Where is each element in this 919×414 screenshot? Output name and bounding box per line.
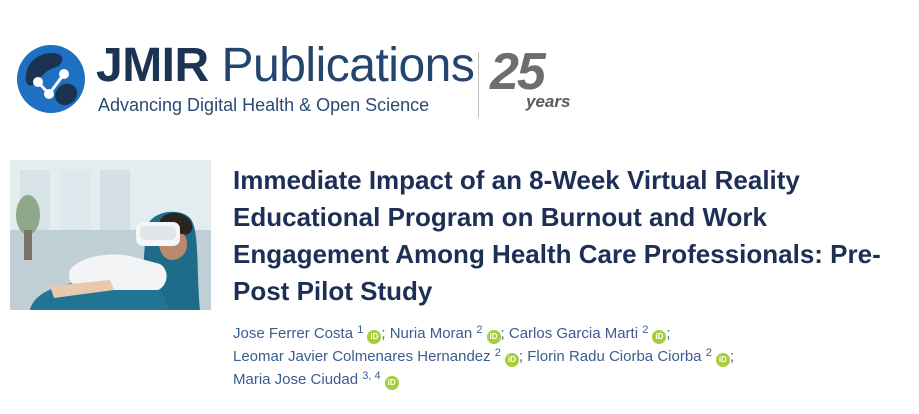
author-item[interactable] — [390, 325, 501, 342]
article-thumbnail[interactable] — [10, 160, 211, 310]
anniversary-number: 25 — [490, 43, 544, 101]
author-separator: ; — [729, 348, 734, 365]
author-name[interactable]: Carlos Garcia Marti — [508, 325, 639, 342]
anniversary-badge — [490, 43, 590, 120]
author-separator: ; — [500, 325, 505, 342]
network-nodes-icon[interactable] — [16, 44, 86, 114]
author-affiliation: 2 — [494, 347, 501, 359]
author-name[interactable]: Maria Jose Ciudad — [233, 371, 359, 388]
brand-name[interactable] — [96, 40, 474, 92]
orcid-icon[interactable]: iD — [367, 330, 381, 344]
author-name[interactable]: Nuria Moran — [389, 325, 473, 342]
orcid-icon[interactable]: iD — [505, 353, 519, 367]
author-name[interactable]: Florin Radu Ciorba Ciorba — [527, 348, 702, 365]
author-affiliation: 2 — [642, 324, 649, 336]
brand-name-light: Publications — [208, 39, 475, 92]
author-item[interactable] — [509, 325, 667, 342]
author-name[interactable]: Leomar Javier Colmenares Hernandez — [233, 348, 491, 365]
author-item[interactable] — [233, 371, 399, 388]
author-separator: ; — [666, 325, 671, 342]
orcid-icon[interactable]: iD — [385, 376, 399, 390]
anniversary-label: years — [526, 92, 571, 111]
orcid-icon[interactable]: iD — [487, 330, 501, 344]
article-title[interactable]: Immediate Impact of an 8-Week Virtual Reality Educational Program on Burnout and Work Engagement Among Health Care Professionals: Pre-Post Pilot Study — [233, 165, 881, 306]
author-separator: ; — [381, 325, 386, 342]
author-list — [233, 322, 913, 391]
author-item[interactable] — [233, 348, 519, 365]
author-affiliation: 1 — [357, 324, 364, 336]
brand-tagline: Advancing Digital Health & Open Science — [98, 95, 430, 115]
header-divider — [478, 52, 479, 118]
site-header — [16, 39, 616, 124]
author-affiliation: 2 — [476, 324, 483, 336]
author-item[interactable] — [233, 325, 381, 342]
author-separator: ; — [518, 348, 524, 365]
orcid-icon[interactable]: iD — [716, 353, 730, 367]
vr-headset-photo — [10, 160, 211, 310]
brand-name-bold: JMIR — [96, 39, 209, 92]
author-name[interactable]: Jose Ferrer Costa — [233, 325, 354, 342]
author-affiliation: 3, 4 — [362, 370, 381, 382]
orcid-icon[interactable]: iD — [652, 330, 666, 344]
author-affiliation: 2 — [705, 347, 712, 359]
author-item[interactable] — [527, 348, 730, 365]
